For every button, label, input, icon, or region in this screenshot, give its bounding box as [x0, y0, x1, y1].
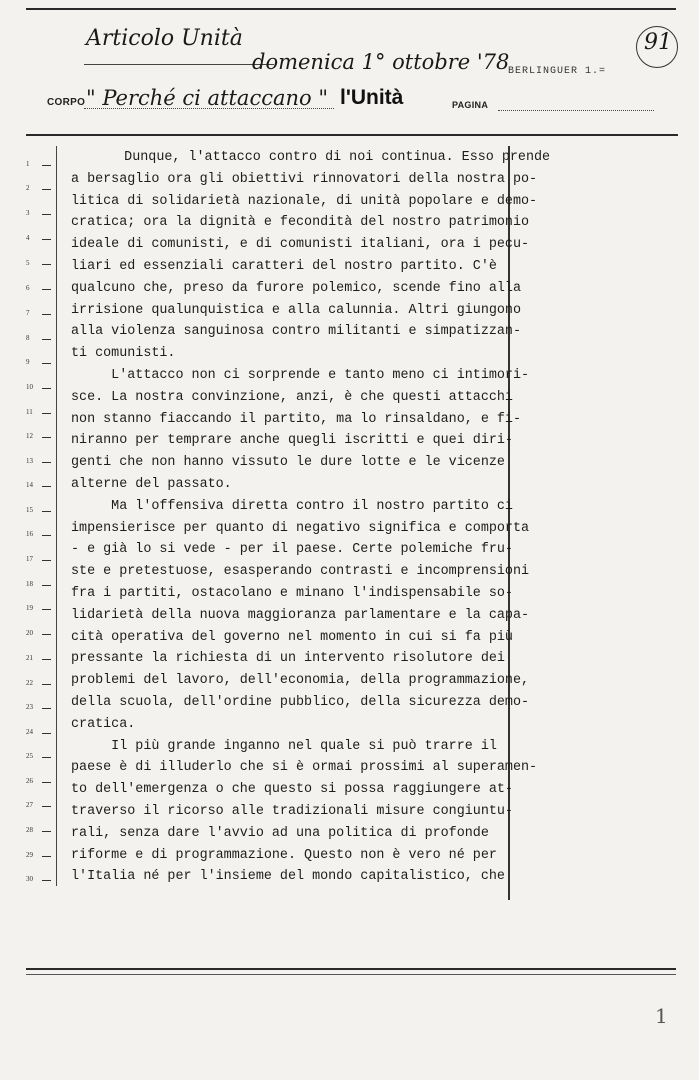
line-number: 8 — [26, 334, 30, 342]
line-number: 19 — [26, 604, 33, 612]
body-line: cratica; ora la dignità e fecondità del nostro patrimonio — [71, 215, 530, 231]
body-line: Dunque, l'attacco contro di noi continua. Esso prende — [84, 150, 551, 165]
body-line: qualcuno che, preso da furore polemico, scende fino alla — [71, 280, 521, 296]
body-line: cratica. — [71, 716, 136, 732]
body-line: paese è di illuderlo che si è ormai prossimi al superamen- — [71, 760, 538, 776]
line-tick — [42, 659, 51, 660]
line-tick — [42, 314, 51, 315]
line-number: 7 — [26, 309, 30, 317]
corner-mark: 1 — [655, 1004, 668, 1028]
line-tick — [42, 289, 51, 290]
body-line: fra i partiti, ostacolano e minano l'indispensabile so- — [71, 586, 513, 601]
body-line: problemi del lavoro, dell'economia, della programmazione, — [71, 673, 530, 689]
line-number: 12 — [26, 432, 33, 440]
line-number: 26 — [26, 777, 33, 785]
body-line: riforme e di programmazione. Questo non è vero né per — [71, 847, 497, 863]
line-number: 27 — [26, 801, 33, 809]
header-rule — [26, 134, 678, 136]
line-tick — [42, 733, 51, 734]
line-tick — [42, 560, 51, 561]
line-number: 3 — [26, 209, 30, 217]
line-number: 25 — [26, 752, 33, 760]
top-border-rule — [26, 8, 676, 10]
body-line: traverso il ricorso alle tradizionali misure congiuntu- — [71, 804, 513, 819]
handwritten-date: domenica 1° ottobre '78 — [252, 50, 510, 74]
line-tick — [42, 856, 51, 857]
body-line: litica di solidarietà nazionale, di unità popolare e demo- — [71, 193, 538, 209]
line-number: 23 — [26, 703, 33, 711]
line-tick — [42, 264, 51, 265]
line-tick — [42, 806, 51, 807]
line-number: 4 — [26, 234, 30, 242]
line-tick — [42, 165, 51, 166]
line-number: 22 — [26, 679, 33, 687]
unita-logo: l'Unità — [340, 86, 404, 109]
line-number: 17 — [26, 555, 33, 563]
note-underline — [84, 64, 274, 65]
line-tick — [42, 189, 51, 190]
pagina-dotted-line — [498, 110, 654, 111]
pagina-label: PAGINA — [452, 100, 489, 110]
line-tick — [42, 708, 51, 709]
line-number: 20 — [26, 629, 33, 637]
body-line: ti comunisti. — [71, 346, 176, 362]
line-number: 15 — [26, 506, 33, 514]
body-line: lidarietà della nuova maggioranza parlamentare e la capa- — [71, 607, 530, 623]
body-line: ste e pretestuose, esasperando contrasti e incomprensioni — [71, 564, 530, 580]
line-number: 14 — [26, 481, 33, 489]
left-margin-line — [56, 146, 57, 886]
body-line: to dell'emergenza o che questo si possa raggiungere at- — [71, 782, 513, 798]
line-tick — [42, 437, 51, 438]
body-line: l'Italia né per l'insieme del mondo capitalistico, che — [71, 869, 505, 885]
body-line: pressante la richiesta di un intervento risolutore dei — [71, 651, 505, 667]
line-number: 5 — [26, 259, 30, 267]
line-number: 11 — [26, 408, 33, 416]
line-number: 28 — [26, 826, 33, 834]
line-tick — [42, 363, 51, 364]
body-line: non stanno fiaccando il partito, ma lo rinsaldano, e fi- — [71, 411, 521, 427]
handwritten-title: " Perché ci attaccano " — [86, 86, 328, 110]
corpo-dotted-line — [84, 108, 334, 109]
line-number: 2 — [26, 184, 30, 192]
line-tick — [42, 413, 51, 414]
line-number: 10 — [26, 383, 33, 391]
page-number: 91 — [644, 30, 672, 55]
handwritten-article-note: Articolo Unità — [86, 26, 243, 51]
line-tick — [42, 462, 51, 463]
line-number: 21 — [26, 654, 33, 662]
bottom-rule-upper — [26, 968, 676, 970]
line-tick — [42, 339, 51, 340]
line-tick — [42, 585, 51, 586]
line-tick — [42, 239, 51, 240]
line-number: 29 — [26, 851, 33, 859]
line-number: 13 — [26, 457, 33, 465]
body-line: L'attacco non ci sorprende e tanto meno ci intimori- — [71, 368, 530, 383]
body-line: Il più grande inganno nel quale si può trarre il — [71, 738, 497, 754]
body-line: cità operativa del governo nel momento in cui si fa più — [71, 629, 513, 645]
body-line: a bersaglio ora gli obiettivi rinnovatori della nostra po- — [71, 171, 538, 187]
line-tick — [42, 609, 51, 610]
line-number: 24 — [26, 728, 33, 736]
body-line: alla violenza sanguinosa contro militanti e simpatizzan- — [71, 324, 521, 340]
line-number: 30 — [26, 875, 33, 883]
corpo-label: CORPO — [47, 97, 86, 108]
line-tick — [42, 214, 51, 215]
line-tick — [42, 782, 51, 783]
body-line: alterne del passato. — [71, 477, 232, 492]
body-line: Ma l'offensiva diretta contro il nostro partito ci — [71, 498, 513, 514]
body-line: rali, senza dare l'avvio ad una politica di profonde — [71, 825, 489, 841]
body-line: - e già lo si vede - per il paese. Certe polemiche fru- — [71, 542, 513, 558]
line-tick — [42, 684, 51, 685]
author-stamp: BERLINGUER 1.= — [508, 66, 607, 77]
line-number: 1 — [26, 160, 30, 168]
body-line: impensierisce per quanto di negativo significa e comporta — [71, 520, 530, 536]
body-line: ideale di comunisti, e di comunisti italiani, ora i pecu- — [71, 237, 530, 253]
body-line: irrisione qualunquistica e alla calunnia. Altri giungono — [71, 302, 521, 318]
line-tick — [42, 511, 51, 512]
line-tick — [42, 757, 51, 758]
line-tick — [42, 388, 51, 389]
line-tick — [42, 535, 51, 536]
body-line: niranno per temprare anche quegli iscritti e quei diri- — [71, 433, 513, 449]
body-line: genti che non hanno vissuto le dure lotte e le vicenze — [71, 455, 505, 471]
line-tick — [42, 486, 51, 487]
line-number: 16 — [26, 530, 33, 538]
line-number: 9 — [26, 358, 30, 366]
line-tick — [42, 831, 51, 832]
bottom-rule-lower — [26, 974, 676, 975]
body-line: sce. La nostra convinzione, anzi, è che questi attacchi — [71, 389, 513, 405]
line-number: 18 — [26, 580, 33, 588]
line-tick — [42, 634, 51, 635]
line-tick — [42, 880, 51, 881]
body-line: della scuola, dell'ordine pubblico, della sicurezza demo- — [71, 695, 530, 710]
line-number: 6 — [26, 284, 30, 292]
body-line: liari ed essenziali caratteri del nostro partito. C'è — [71, 259, 497, 274]
